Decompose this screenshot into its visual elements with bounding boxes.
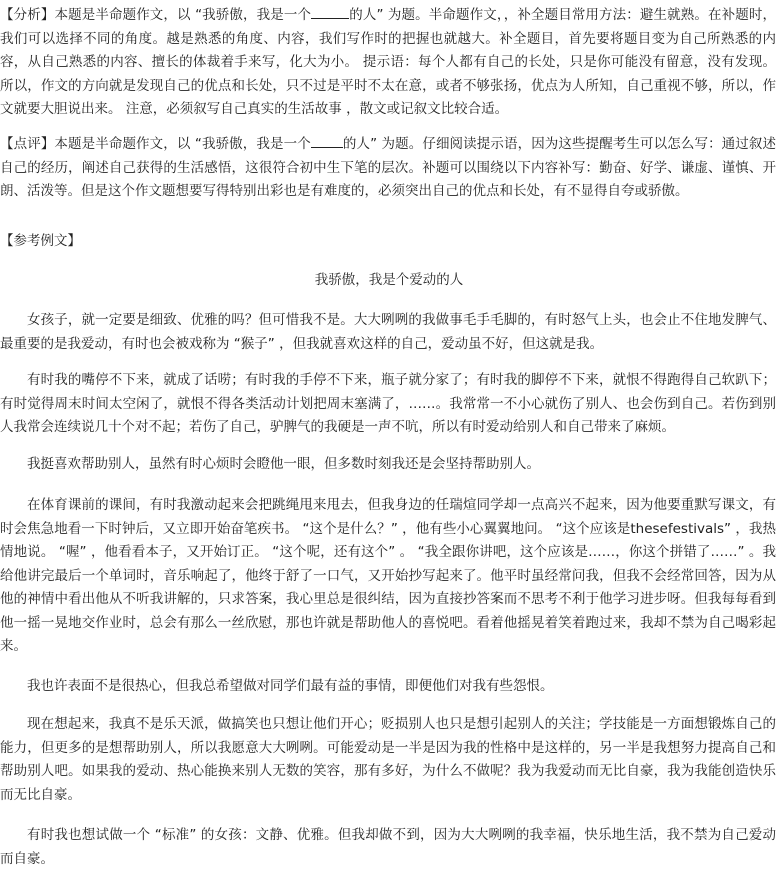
reference-label: 【参考例文】 bbox=[0, 233, 81, 249]
analysis-text-end: 的人” 为题。半命题作文，，补全题目常用方法：避生就熟。在补题时，我们可以选择不同的角度。越是熟悉的角度、内容，我们写作时的把握也就越大。补全题目，首先要将题目变为自己所熟悉的内容，从自己熟悉的内容、擅长的体裁着手来写，化大为小。 提示语：每个人都有自己的长处，只是你可能没有留意，没有发现。 所以，作文的方向就是发现自己的优点和长处，只不过是平时不太在意，或者不够张扬，优点为人所知，自己重视不够，所以，作文就要大胆说出来。 注意，必须叙写自己真实的生活故事 ，散文或记叙文比较合适。 bbox=[0, 7, 776, 117]
comment-fill-blank bbox=[311, 135, 343, 148]
essay-paragraph-3: 我挺喜欢帮助别人，虽然有时心烦时会瞪他一眼，但多数时刻我还是会坚持帮助别人。 bbox=[27, 456, 540, 472]
analysis-text-start: 【分析】本题是半命题作文，以 “我骄傲，我是一个 bbox=[0, 7, 312, 23]
comment-paragraph bbox=[0, 133, 778, 204]
essay-paragraph-5: 我也许表面不是很热心，但我总希望做对同学们最有益的事情，即便他们对我有些怨恨。 bbox=[27, 678, 554, 694]
essay-title: 我骄傲，我是个爱动的人 bbox=[314, 272, 464, 288]
essay-paragraph-6: 现在想起来，我真不是乐天派，做搞笑也只想让他们开心；贬损别人也只是想引起别人的关注；学技能是一方面想锻炼自己的能力，但更多的是想帮助别人，所以我愿意大大咧咧。可能爱动是一半是因为我的性格中是这样的，另一半是我想努力提高自己和帮助别人吧。如果我的爱动、热心能换来别人无数的笑容，那有多好，为什么不做呢？我为我爱动而无比自豪，我为我能创造快乐而无比自豪。 bbox=[0, 716, 776, 803]
essay-paragraph-7: 有时我也想试做一个 “标准” 的女孩：文静、优雅。但我却做不到，因为大大咧咧的我幸福，快乐地生活，我不禁为自己爱动而自豪。 bbox=[0, 827, 776, 867]
comment-text-end: 的人” 为题。仔细阅读提示语，因为这些提醒考生可以怎么写：通过叙述自己的经历，阐述自己获得的生活感悟，这很符合初中生下笔的层次。补题可以围绕以下内容补写：勤奋、好学、谦虚、谨慎、开朗、活泼等。但是这个作文题想要写得特别出彩也是有难度的，必须突出自己的优点和长处，有不显得自夸或骄傲。 bbox=[0, 136, 776, 199]
essay-paragraph-4: 在体育课前的课间，有时我激动起来会把跳绳甩来甩去，但我身边的任瑞煊同学却一点高兴不起来，因为他要重默写课文，有时会焦急地看一下时钟后，又立即开始奋笔疾书。 “这个是什么？” ，他有些小心翼翼地问。 “这个应该是thesefestivals” ，我热情地说。 “喔” ，他看看本子，又开始订正。 “这个呢，还有这个” 。 “我全跟你讲吧，这个应该是……，你这个拼错了……” 。我给他讲完最后一个单词时，音乐响起了，他终于舒了一口气，又开始抄写起来了。他平时虽经常问我，但我不会经常回答，因为从他的神情中看出他从不听我讲解的，只求答案，我心里总是很纠结，因为直接抄答案而不思考不利于他学习进步呀。但我每每看到他一摇一晃地交作业时，总会有那么一丝欣慰，那也许就是帮助他人的喜悦吧。看着他摇晃着笑着跑过来，我却不禁为自己喝彩起来。 bbox=[0, 497, 776, 654]
analysis-paragraph bbox=[0, 4, 778, 122]
comment-text-start: 【点评】本题是半命题作文，以 “我骄傲，我是一个 bbox=[0, 136, 311, 152]
essay-paragraph-2: 有时我的嘴停不下来，就成了话唠；有时我的手停不下来，瓶子就分家了；有时我的脚停不下来，就恨不得跑得自己软趴下；有时觉得周末时间太空闲了，就恨不得各类活动计划把周末塞满了，……。我常常一不小心就伤了别人、也会伤到自己。若伤到别人我常会连续说几十个对不起；若伤了自己，驴脾气的我硬是一声不吭，所以有时爱动给别人和自己带来了麻烦。 bbox=[0, 372, 776, 435]
essay-paragraph-1: 女孩子，就一定要是细致、优雅的吗？但可惜我不是。大大咧咧的我做事毛手毛脚的，有时怒气上头，也会止不住地发脾气、最重要的是我爱动，有时也会被戏称为 “猴子” ，但我就喜欢这样的自己，爱动虽不好，但这就是我。 bbox=[0, 312, 776, 352]
analysis-fill-blank bbox=[311, 6, 349, 19]
